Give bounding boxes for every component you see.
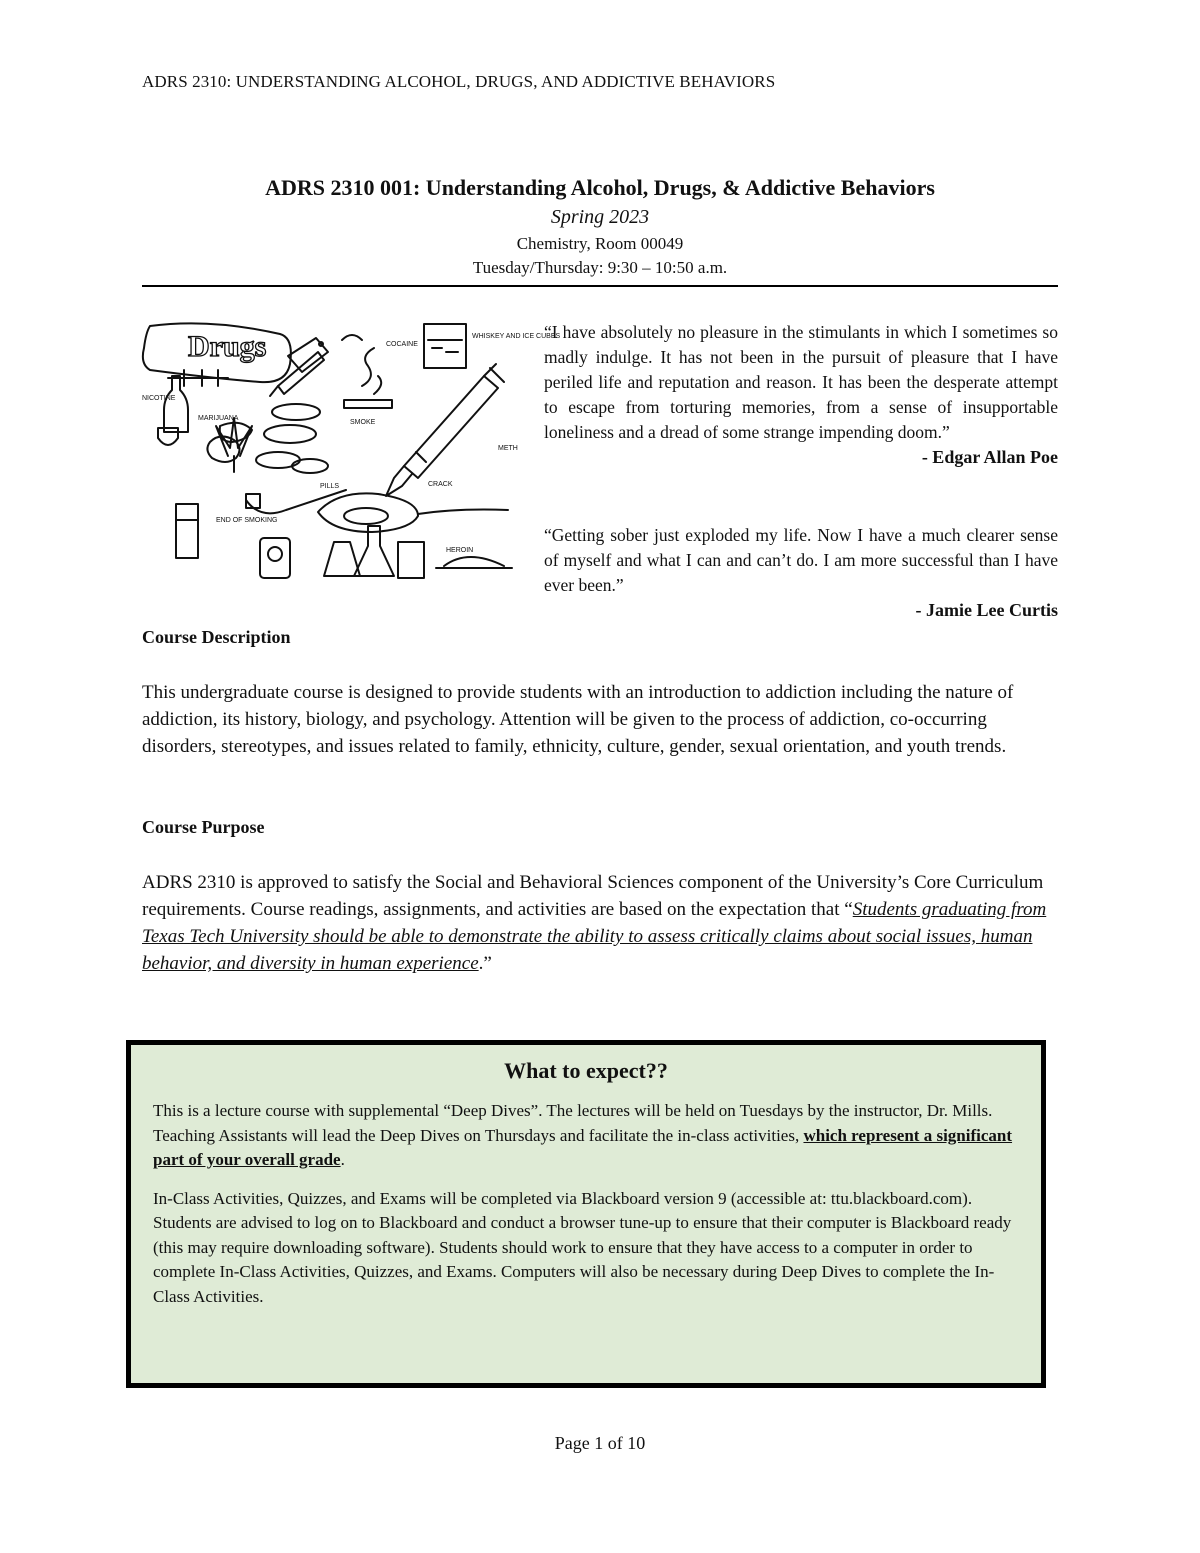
course-title: ADRS 2310 001: Understanding Alcohol, Drugs, & Addictive Behaviors <box>265 175 935 200</box>
schedule: Tuesday/Thursday: 9:30 – 10:50 a.m. <box>472 258 728 277</box>
expect-paragraph-lectures <box>153 1099 1019 1173</box>
quote-text: “Getting sober just exploded my life. Now I have a much clearer sense of myself and what I can and can’t do. I am more successful than I have ever been.” <box>544 525 1058 595</box>
title-block <box>142 174 1058 280</box>
label-marijuana: MARIJUANA <box>198 415 239 422</box>
course-purpose-heading: Course Purpose <box>142 817 265 837</box>
course-description-body: This undergraduate course is designed to provide students with an introduction to addiction including the nature of addiction, its history, biology, and psychology. Attention will be given to the process of addiction, co-occurring disorders, stereotypes, and issues related to family, ethnicity, culture, gender, sexual orientation, and youth trends. <box>142 682 1014 757</box>
quote-curtis <box>544 523 1058 623</box>
purpose-emphasis: Students graduating from Texas Tech University should be able to demonstrate the ability to assess critically claims about social issues, human behavior, and diversity in human experience <box>142 899 1047 974</box>
term: Spring 2023 <box>550 206 650 228</box>
label-pills: PILLS <box>320 483 340 490</box>
expect-p1-emphasis: which represent a significant part of your overall grade <box>153 1125 1013 1169</box>
what-to-expect-box <box>126 1040 1046 1388</box>
label-meth: METH <box>498 445 518 452</box>
label-crack: CRACK <box>428 481 453 488</box>
expect-p1-lead: This is a lecture course with supplemental “Deep Dives”. The lectures will be held on Tuesdays by the instructor, Dr. Mills. Teaching Assistants will lead the Deep Dives on Thursdays and facilitate the in-class activities, <box>153 1101 993 1145</box>
label-heroin: HEROIN <box>446 547 474 554</box>
drugs-illustration <box>128 316 561 588</box>
page-number: Page 1 of 10 <box>554 1433 646 1453</box>
label-end-of-smoking: END OF SMOKING <box>216 517 278 524</box>
title-divider <box>142 285 1058 287</box>
drugs-word: Drugs <box>188 330 267 363</box>
expect-title: What to expect?? <box>504 1058 668 1083</box>
purpose-tail: .” <box>478 953 492 974</box>
quote-text: “I have absolutely no pleasure in the stimulants in which I sometimes so madly indulge. It has not been in the pursuit of pleasure that I have periled life and reputation and reason. It has been the desperate attempt to escape from torturing memories, from a sense of insupportable loneliness and a dread of some strange impending doom.” <box>544 322 1058 442</box>
label-smoke: SMOKE <box>350 419 376 426</box>
label-cocaine: COCAINE <box>386 341 418 348</box>
purpose-lead: ADRS 2310 is approved to satisfy the Social and Behavioral Sciences component of the University’s Core Curriculum requirements. Course readings, assignments, and activities are based on the expectation that “ <box>142 872 1044 920</box>
quote-author: - Edgar Allan Poe <box>921 447 1058 467</box>
expect-p1-tail: . <box>340 1150 345 1169</box>
running-header: ADRS 2310: UNDERSTANDING ALCOHOL, DRUGS, AND ADDICTIVE BEHAVIORS <box>142 72 776 91</box>
location: Chemistry, Room 00049 <box>516 234 684 253</box>
course-purpose-body <box>142 869 1058 977</box>
label-whiskey: WHISKEY AND ICE CUBES <box>472 333 561 340</box>
quote-author: - Jamie Lee Curtis <box>915 600 1058 620</box>
quote-poe <box>544 320 1058 470</box>
course-description-heading: Course Description <box>142 627 291 647</box>
label-nicotine: NICOTINE <box>142 395 176 402</box>
expect-paragraph-blackboard: In-Class Activities, Quizzes, and Exams will be completed via Blackboard version 9 (accessible at: ttu.blackboard.com). Students are advised to log on to Blackboard and conduct a browser tune-up to ensure that their computer is Blackboard ready (this may require downloading software). Students should work to ensure that they have access to a computer in order to complete In-Class Activities, Quizzes, and Exams. Computers will also be necessary during Deep Dives to complete the In-Class Activities. <box>153 1188 1012 1306</box>
